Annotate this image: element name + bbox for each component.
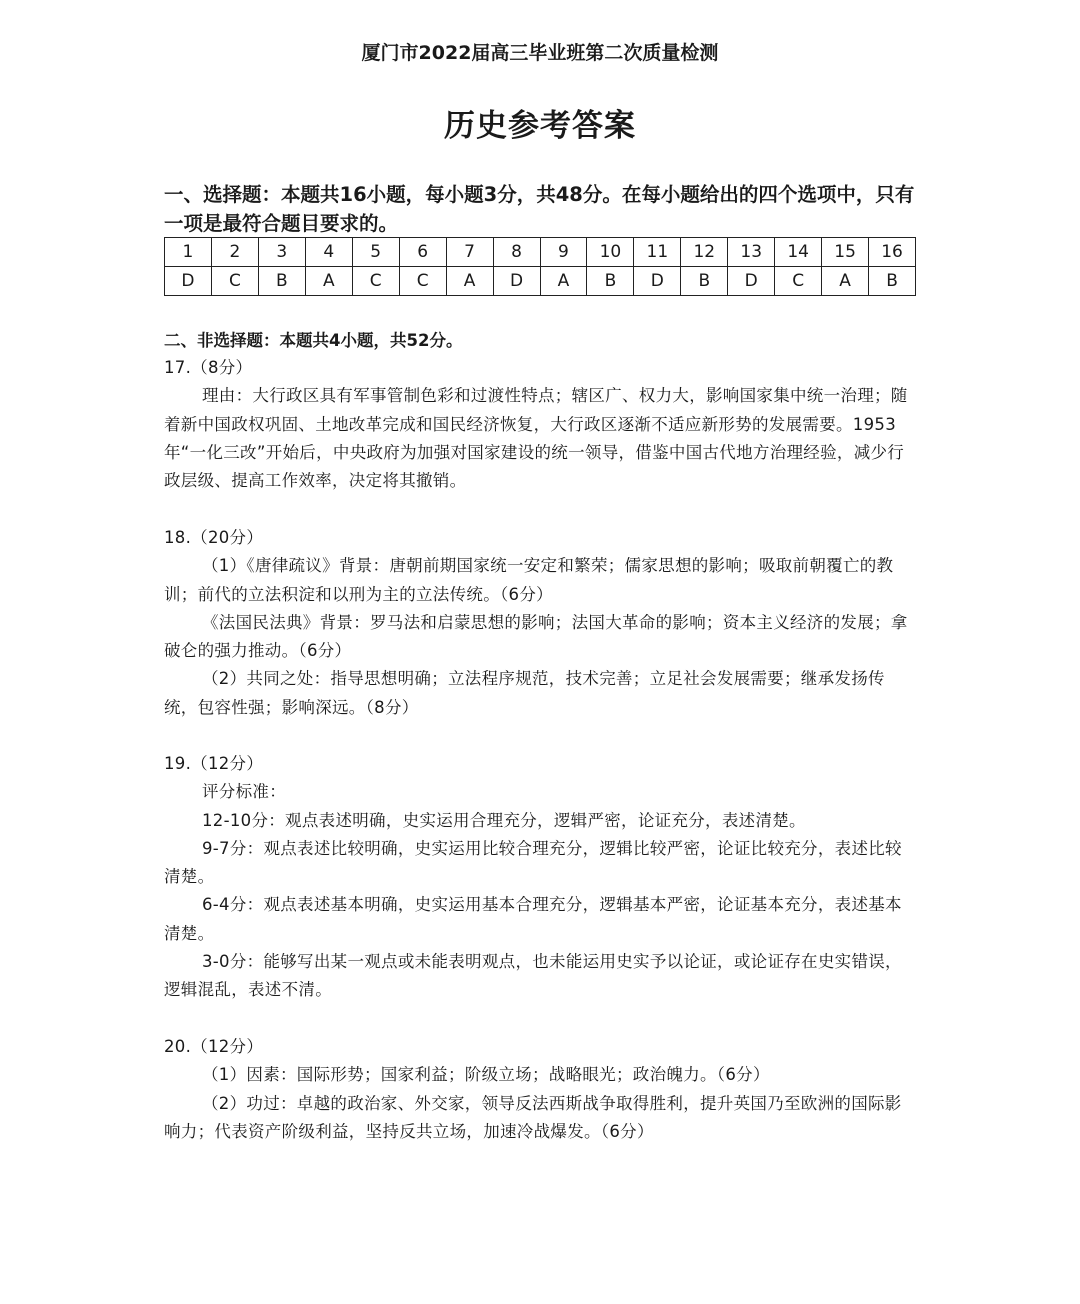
question-20-label: 20.（12分） <box>164 1037 264 1056</box>
question-19-level-12-10: 12-10分：观点表述明确，史实运用合理充分，逻辑严密，论证充分，表述清楚。 <box>202 810 806 830</box>
question-18-part2: （2）共同之处：指导思想明确；立法程序规范，技术完善；立足社会发展需要；继承发扬传统，包容性强；影响深远。（8分） <box>164 669 885 717</box>
question-number-cell: 15 <box>822 238 869 267</box>
question-17-answer: 理由：大行政区具有军事管制色彩和过渡性特点；辖区广、权力大，影响国家集中统一治理；随着新中国政权巩固、土地改革完成和国民经济恢复，大行政区逐渐不适应新形势的发展需要。1953年“一化三改”开始后，中央政府为加强对国家建设的统一领导，借鉴中国古代地方治理经验，减少行政层级、提高工作效率，决定将其撤销。 <box>164 386 908 491</box>
question-18-label: 18.（20分） <box>164 528 264 547</box>
question-19-level-6-4: 6-4分：观点表述基本明确，史实运用基本合理充分，逻辑基本严密，论证基本充分，表述基本清楚。 <box>164 895 902 943</box>
question-number-cell: 11 <box>634 238 681 267</box>
question-number-cell: 1 <box>165 238 212 267</box>
question-20-part2: （2）功过：卓越的政治家、外交家，领导反法西斯战争取得胜利，提升英国乃至欧洲的国际影响力；代表资产阶级利益，坚持反共立场，加速冷战爆发。（6分） <box>164 1093 902 1141</box>
question-number-cell: 7 <box>446 238 493 267</box>
answer-cell: C <box>211 267 258 296</box>
answer-table <box>164 237 916 296</box>
question-number-cell: 12 <box>681 238 728 267</box>
question-number-cell: 6 <box>399 238 446 267</box>
answer-cell: D <box>634 267 681 296</box>
answer-cell: A <box>305 267 352 296</box>
answer-cell: A <box>822 267 869 296</box>
answer-cell: B <box>681 267 728 296</box>
question-number-cell: 10 <box>587 238 634 267</box>
question-number-cell: 4 <box>305 238 352 267</box>
question-20-part1: （1）因素：国际形势；国家利益；阶级立场；战略眼光；政治魄力。（6分） <box>202 1065 770 1085</box>
question-number-cell: 14 <box>775 238 822 267</box>
question-17 <box>164 354 914 495</box>
question-number-row <box>165 238 916 267</box>
question-20 <box>164 1033 914 1146</box>
question-19-criteria-title: 评分标准： <box>202 782 286 802</box>
answer-cell: A <box>540 267 587 296</box>
answer-cell: A <box>446 267 493 296</box>
answer-row <box>165 267 916 296</box>
question-number-cell: 3 <box>258 238 305 267</box>
answer-cell: B <box>587 267 634 296</box>
section2-heading: 二、非选择题：本题共4小题，共52分。 <box>164 331 463 350</box>
question-number-cell: 5 <box>352 238 399 267</box>
answer-cell: C <box>399 267 446 296</box>
question-number-cell: 8 <box>493 238 540 267</box>
section1-heading: 一、选择题：本题共16小题，每小题3分，共48分。在每小题给出的四个选项中，只有一项是最符合题目要求的。 <box>164 183 915 235</box>
question-number-cell: 13 <box>728 238 775 267</box>
question-19 <box>164 750 914 1005</box>
answer-cell: D <box>728 267 775 296</box>
question-19-label: 19.（12分） <box>164 754 264 773</box>
answer-cell: D <box>165 267 212 296</box>
question-18-part1-france: 《法国民法典》背景：罗马法和启蒙思想的影响；法国大革命的影响；资本主义经济的发展；拿破仑的强力推动。（6分） <box>164 612 908 661</box>
document-title: 历史参考答案 <box>444 108 636 144</box>
question-19-level-9-7: 9-7分：观点表述比较明确，史实运用比较合理充分，逻辑比较严密，论证比较充分，表述比较清楚。 <box>164 838 902 887</box>
question-number-cell: 2 <box>211 238 258 267</box>
question-18 <box>164 524 914 722</box>
question-19-level-3-0: 3-0分：能够写出某一观点或未能表明观点，也未能运用史实予以论证，或论证存在史实错误，逻辑混乱，表述不清。 <box>164 952 902 1000</box>
answer-cell: B <box>258 267 305 296</box>
question-18-part1-tang: （1）《唐律疏议》背景：唐朝前期国家统一安定和繁荣；儒家思想的影响；吸取前朝覆亡的教训；前代的立法积淀和以刑为主的立法传统。（6分） <box>164 556 894 604</box>
answer-cell: B <box>869 267 916 296</box>
exam-name: 厦门市2022届高三毕业班第二次质量检测 <box>361 42 719 64</box>
answer-cell: C <box>352 267 399 296</box>
question-17-label: 17.（8分） <box>164 358 253 377</box>
answer-cell: C <box>775 267 822 296</box>
answer-cell: D <box>493 267 540 296</box>
question-number-cell: 16 <box>869 238 916 267</box>
question-number-cell: 9 <box>540 238 587 267</box>
